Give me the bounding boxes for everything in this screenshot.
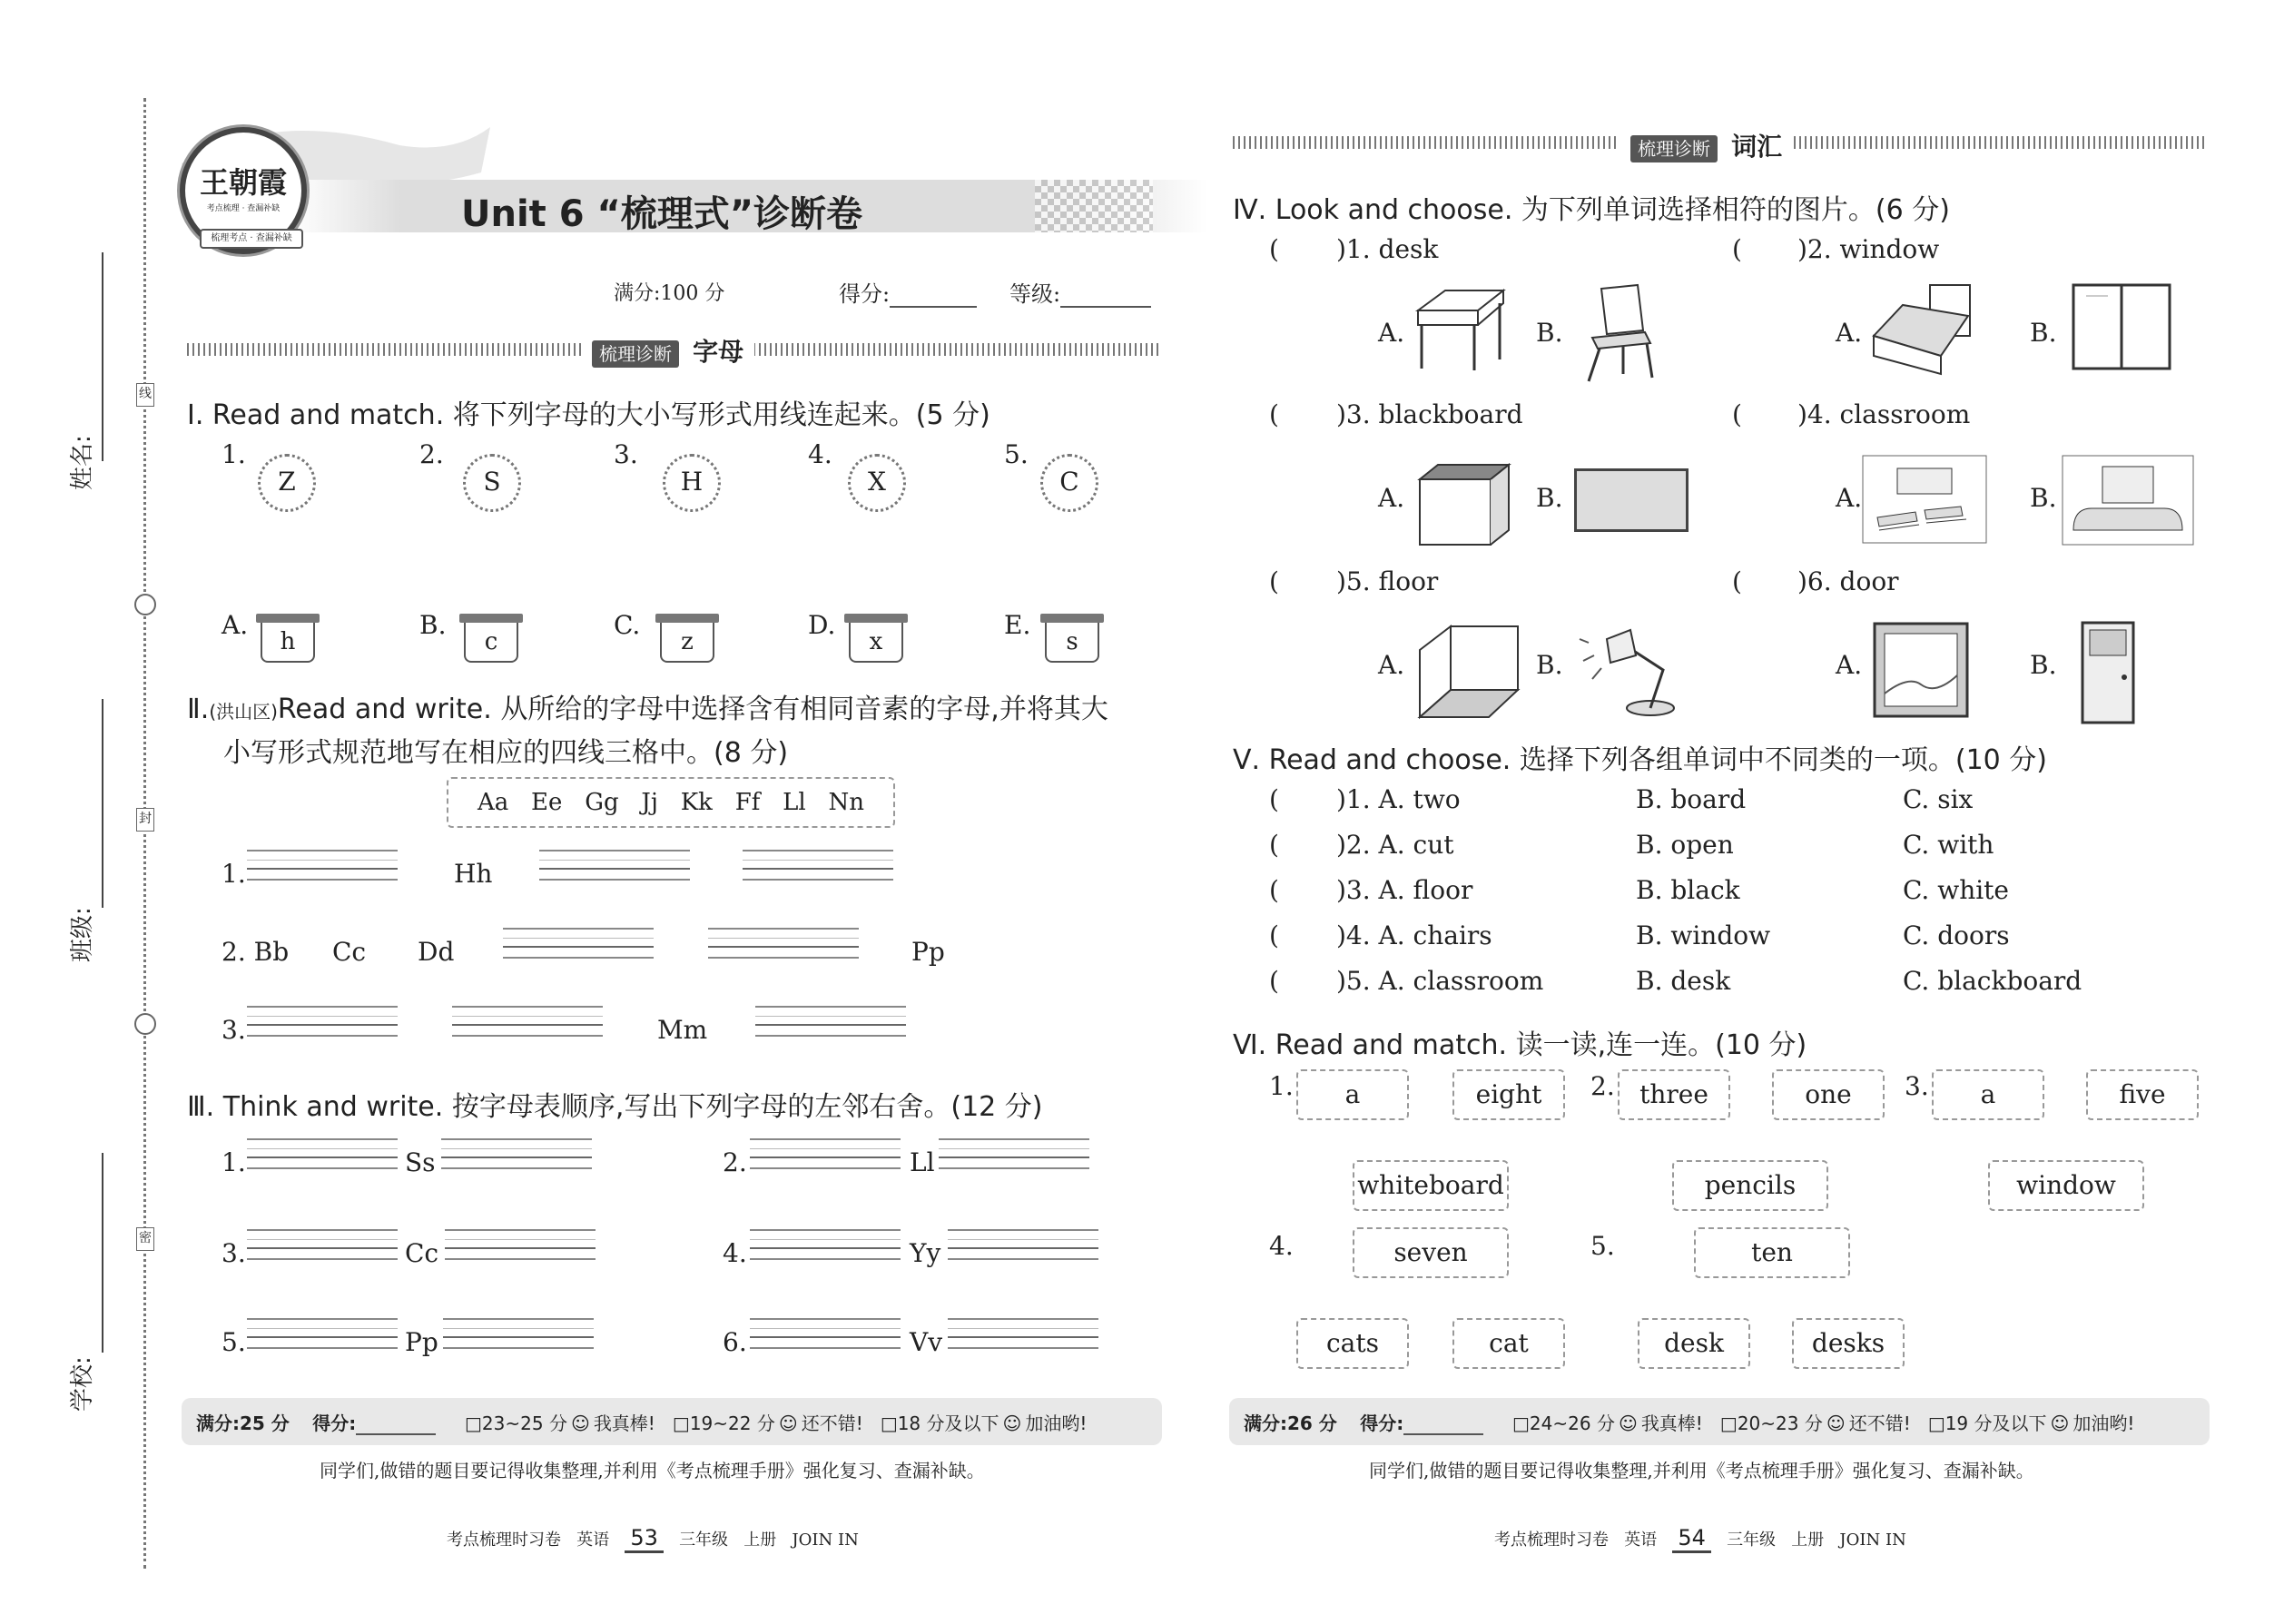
score-option: □18 分及以下 [880, 1412, 999, 1434]
cut-mark-xian: 线 [136, 383, 154, 407]
word-card[interactable]: three [1618, 1069, 1730, 1120]
flowerpot-letter: c [459, 614, 523, 664]
review-note-left: 同学们,做错的题目要记得收集整理,并利用《考点梳理手册》强化复习、查漏补缺。 [320, 1460, 985, 1481]
school-line [102, 1153, 103, 1353]
page-number: 54 [1672, 1525, 1711, 1553]
score-bar-right-content: 满分:26 分 得分: □24~26 分 ☺ 我真棒! □20~23 分 ☺ 还不错! □19 分及以下 ☺ 加油哟! [1244, 1412, 2135, 1434]
score-option: □19~22 分 [672, 1412, 775, 1434]
upper-letter-circle: H [663, 454, 721, 512]
score-option: □20~23 分 [1719, 1412, 1823, 1434]
answer-paren[interactable]: ( [1732, 399, 1742, 429]
name-line [102, 252, 103, 461]
binding-margin [143, 98, 146, 1569]
writing-lines[interactable] [755, 1006, 906, 1037]
grade-label: 等级: [1009, 281, 1061, 307]
smiley-icon: ☺ [1826, 1412, 1846, 1434]
word-card[interactable]: desks [1792, 1318, 1905, 1369]
picture-frame-picture [1872, 621, 1970, 719]
answer-paren[interactable]: ( [1732, 566, 1742, 596]
upper-letter-circle: S [463, 454, 521, 512]
flowerpot-letter: s [1040, 614, 1104, 664]
section-3-title: Ⅲ. Think and write. 按字母表顺序,写出下列字母的左邻右舍。(12 分) [187, 1091, 1043, 1123]
upper-letter-circle: C [1040, 454, 1098, 512]
smiley-icon: ☺ [778, 1412, 798, 1434]
flowerpot-letter: z [655, 614, 719, 664]
bed-picture [1866, 280, 1975, 385]
review-note-right: 同学们,做错的题目要记得收集整理,并利用《考点梳理手册》强化复习、查漏补缺。 [1369, 1460, 2034, 1481]
full-score: 满分:100 分 [614, 282, 725, 305]
writing-lines[interactable] [539, 850, 690, 881]
writing-lines[interactable] [750, 1229, 901, 1260]
school-label: 学校: [69, 1356, 96, 1412]
writing-lines[interactable] [750, 1318, 901, 1349]
answer-paren[interactable]: ( [1269, 920, 1279, 950]
word-card[interactable]: seven [1353, 1227, 1509, 1278]
floor-picture [1414, 623, 1523, 723]
smiley-icon: ☺ [1002, 1412, 1022, 1434]
score-bar-left-content: 满分:25 分 得分: □23~25 分 ☺ 我真棒! □19~22 分 ☺ 还不错! □18 分及以下 ☺ 加油哟! [196, 1412, 1088, 1434]
answer-paren[interactable]: ( [1269, 566, 1279, 596]
writing-lines[interactable] [441, 1138, 592, 1169]
section-6-title: Ⅵ. Read and match. 读一读,连一连。(10 分) [1233, 1029, 1807, 1061]
score-option: □19 分及以下 [1927, 1412, 2047, 1434]
name-label: 姓名: [69, 435, 96, 490]
word-card[interactable]: a [1296, 1069, 1409, 1120]
writing-lines[interactable] [948, 1318, 1098, 1349]
writing-lines[interactable] [452, 1006, 603, 1037]
writing-lines[interactable] [939, 1138, 1089, 1169]
score-field[interactable] [839, 276, 977, 308]
word-card[interactable]: cats [1296, 1318, 1409, 1369]
answer-paren[interactable]: ( [1269, 399, 1279, 429]
section-2-title: Ⅱ.(洪山区)Read and write. 从所给的字母中选择含有相同音素的字母,并将其大 [187, 694, 1108, 725]
block-tag: 梳理诊断 [1630, 135, 1718, 162]
logo-text: 王朝霞 [199, 165, 287, 200]
page-title: Unit 6 “梳理式”诊断卷 [461, 193, 863, 235]
window-picture [2072, 283, 2171, 370]
upper-letter-circle: Z [258, 454, 316, 512]
writing-lines[interactable] [503, 928, 654, 959]
block-label: 字母 [693, 337, 744, 367]
writing-lines[interactable] [750, 1138, 901, 1169]
door-picture [2081, 621, 2139, 724]
writing-lines[interactable] [247, 1229, 398, 1260]
class-line [102, 699, 103, 908]
district-note: (洪山区) [209, 701, 278, 723]
section-full-score: 满分:25 分 [196, 1412, 290, 1434]
lamp-picture [1580, 619, 1679, 719]
writing-lines[interactable] [708, 928, 859, 959]
chair-picture [1574, 283, 1656, 383]
writing-lines[interactable] [948, 1229, 1098, 1260]
checker-decoration [1035, 180, 1153, 232]
grade-field[interactable] [1009, 276, 1151, 308]
footer-left: 考点梳理时习卷 英语 53 三年级 上册 JOIN IN [447, 1525, 859, 1550]
answer-paren[interactable]: ( [1732, 234, 1742, 264]
block-label: 词汇 [1731, 132, 1783, 162]
score-label: 得分: [839, 281, 891, 307]
section-4-title: Ⅳ. Look and choose. 为下列单词选择相符的图片。(6 分) [1233, 194, 1950, 226]
word-card[interactable]: five [2086, 1069, 2199, 1120]
smiley-icon: ☺ [570, 1412, 590, 1434]
page-number: 53 [625, 1525, 664, 1553]
section-score-label: 得分: [1360, 1412, 1404, 1434]
word-card[interactable]: eight [1452, 1069, 1565, 1120]
block-tag: 梳理诊断 [592, 340, 679, 368]
answer-paren[interactable]: ( [1269, 875, 1279, 905]
writing-lines[interactable] [743, 850, 893, 881]
section-5-title: Ⅴ. Read and choose. 选择下列各组单词中不同类的一项。(10 分) [1233, 744, 2047, 776]
blackboard-picture [1574, 468, 1689, 532]
punch-hole-icon [134, 1013, 156, 1035]
classroom-picture [1861, 454, 1988, 545]
cut-mark-mi: 密 [136, 1227, 154, 1251]
section-2-title-cont: 小写形式规范地写在相应的四线三格中。(8 分) [223, 737, 789, 769]
writing-lines[interactable] [247, 1138, 398, 1169]
section-full-score: 满分:26 分 [1244, 1412, 1337, 1434]
logo-banner: 梳理考点 · 查漏补缺 [200, 229, 303, 249]
smiley-icon: ☺ [2050, 1412, 2070, 1434]
box-picture [1414, 461, 1514, 548]
letter-bank: Aa Ee Gg Jj Kk Ff Ll Nn [447, 777, 895, 828]
word-card[interactable]: whiteboard [1353, 1160, 1509, 1211]
writing-lines[interactable] [247, 1006, 398, 1037]
cut-mark-feng: 封 [136, 808, 154, 832]
writing-lines[interactable] [443, 1318, 594, 1349]
answer-paren[interactable]: ( [1269, 966, 1279, 996]
writing-lines[interactable] [247, 850, 398, 881]
upper-letter-circle: X [848, 454, 906, 512]
answer-paren[interactable]: ( [1269, 784, 1279, 814]
desk-picture [1409, 283, 1509, 374]
word-card[interactable]: pencils [1672, 1160, 1828, 1211]
logo-subtext: 考点梳理 · 查漏补缺 [206, 204, 281, 213]
score-option: □24~26 分 [1512, 1412, 1615, 1434]
word-card[interactable]: window [1988, 1160, 2144, 1211]
word-card[interactable]: a [1932, 1069, 2044, 1120]
word-card[interactable]: ten [1694, 1227, 1850, 1278]
livingroom-picture [2061, 454, 2195, 546]
word-card[interactable]: one [1772, 1069, 1885, 1120]
block-header-letters [581, 332, 754, 369]
punch-hole-icon [134, 594, 156, 615]
block-header-vocab [1620, 127, 1793, 163]
footer-right: 考点梳理时习卷 英语 54 三年级 上册 JOIN IN [1494, 1525, 1906, 1550]
flowerpot-letter: h [256, 614, 320, 664]
class-label: 班级: [69, 907, 96, 962]
smiley-icon: ☺ [1618, 1412, 1638, 1434]
word-card[interactable]: cat [1452, 1318, 1565, 1369]
writing-lines[interactable] [247, 1318, 398, 1349]
section-score-label: 得分: [312, 1412, 357, 1434]
answer-paren[interactable]: ( [1269, 830, 1279, 860]
answer-paren[interactable]: ( [1269, 234, 1279, 264]
word-card[interactable]: desk [1638, 1318, 1750, 1369]
section-1-title: Ⅰ. Read and match. 将下列字母的大小写形式用线连起来。(5 分) [187, 399, 990, 431]
flowerpot-letter: x [844, 614, 908, 664]
score-option: □23~25 分 [465, 1412, 567, 1434]
writing-lines[interactable] [445, 1229, 596, 1260]
